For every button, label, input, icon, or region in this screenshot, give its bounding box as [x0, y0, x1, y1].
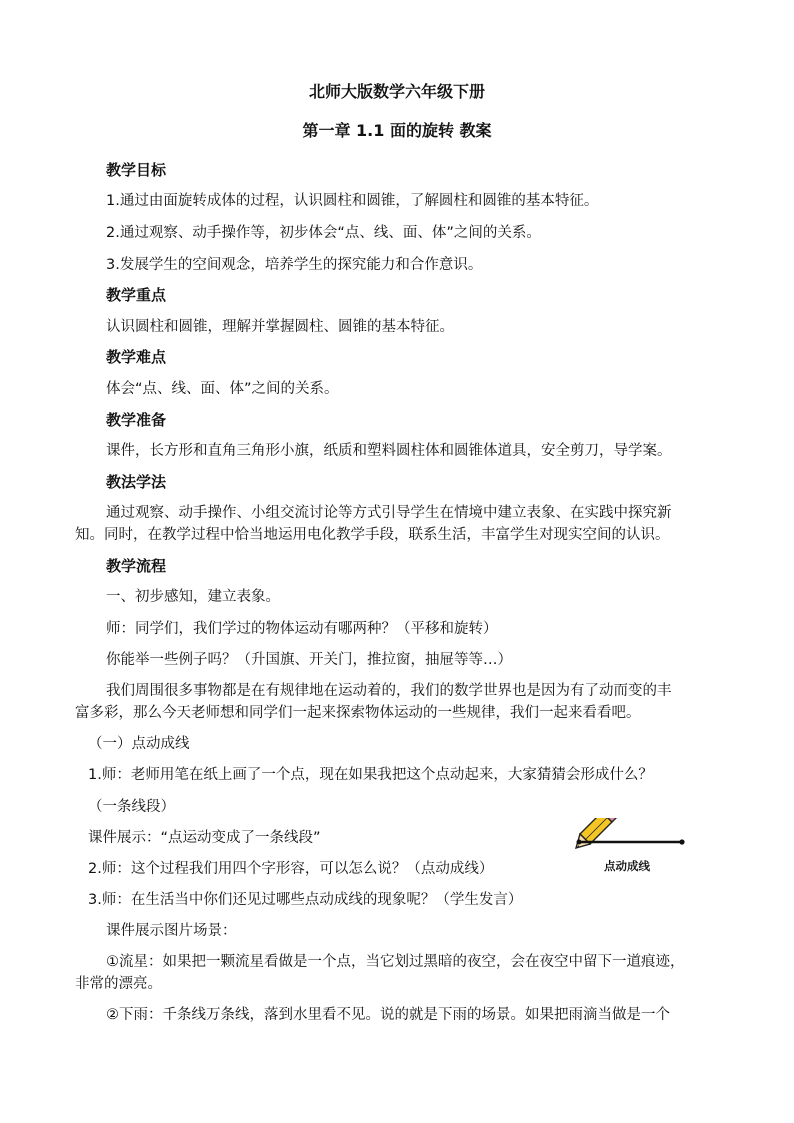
answer-text: （一条线段）: [88, 799, 175, 815]
section-heading: （一）点动成线: [88, 736, 190, 752]
end-point: [679, 839, 684, 844]
flow-heading: 教学流程: [106, 557, 167, 575]
pencil-icon: [576, 818, 618, 848]
document-title: 北师大版数学六年级下册: [308, 82, 485, 101]
preparation-heading: 教学准备: [106, 411, 167, 429]
difficulties-heading: 教学难点: [106, 348, 167, 366]
methods-heading: 教法学法: [106, 473, 167, 491]
flow-paragraph: 我们周围很多事物都是在有规律地在运动着的，我们的数学世界也是因为有了动而变的丰: [106, 683, 672, 699]
figure-caption: 点动成线: [604, 859, 650, 873]
flow-paragraph: 你能举一些例子吗？（升国旗、开关门，推拉窗，抽屉等等…）: [106, 652, 512, 668]
preparation-text: 课件，长方形和直角三角形小旗，纸质和塑料圆柱体和圆锥体道具，安全剪刀，导学案。: [106, 443, 672, 459]
key-points-heading: 教学重点: [106, 286, 167, 304]
goal-item: 3.发展学生的空间观念，培养学生的探究能力和合作意识。: [106, 257, 483, 273]
example-text: ①流星：如果把一颗流星看做是一个点，当它划过黑暗的夜空，会在夜空中留下一道痕迹，: [106, 954, 685, 970]
courseware-text: 课件展示图片场景：: [106, 923, 237, 939]
flow-paragraph: 一、初步感知，建立表象。: [106, 589, 280, 605]
methods-text: 通过观察、动手操作、小组交流讨论等方式引导学生在情境中建立表象、在实践中探究新: [106, 505, 672, 521]
flow-paragraph: 师：同学们，我们学过的物体运动有哪两种？（平移和旋转）: [106, 621, 498, 637]
document-subtitle: 第一章 1.1 面的旋转 教案: [302, 121, 492, 140]
goal-item: 2.通过观察、动手操作等，初步体会“点、线、面、体”之间的关系。: [106, 225, 541, 241]
question-text: 3.师：在生活当中你们还见过哪些点动成线的现象呢？（学生发言）: [88, 892, 523, 908]
question-text: 1.师：老师用笔在纸上画了一个点，现在如果我把这个点动起来，大家猜猜会形成什么？: [88, 767, 653, 783]
key-points-text: 认识圆柱和圆锥，理解并掌握圆柱、圆锥的基本特征。: [106, 319, 454, 335]
methods-text: 知。同时，在教学过程中恰当地运用电化教学手段，联系生活，丰富学生对现实空间的认识。: [75, 527, 670, 543]
example-text: ②下雨：千条线万条线，落到水里看不见。说的就是下雨的场景。如果把雨滴当做是一个: [106, 1007, 670, 1023]
example-text: 非常的漂亮。: [75, 976, 162, 992]
goal-item: 1.通过由面旋转成体的过程，认识圆柱和圆锥，了解圆柱和圆锥的基本特征。: [106, 193, 599, 209]
question-text: 2.师：这个过程我们用四个字形容，可以怎么说？（点动成线）: [88, 861, 494, 877]
difficulties-text: 体会“点、线、面、体”之间的关系。: [106, 381, 339, 397]
courseware-text: 课件展示：“点运动变成了一条线段”: [88, 830, 321, 846]
flow-paragraph: 富多彩，那么今天老师想和同学们一起来探索物体运动的一些规律，我们一起来看看吧。: [75, 705, 641, 721]
goals-heading: 教学目标: [106, 161, 167, 179]
